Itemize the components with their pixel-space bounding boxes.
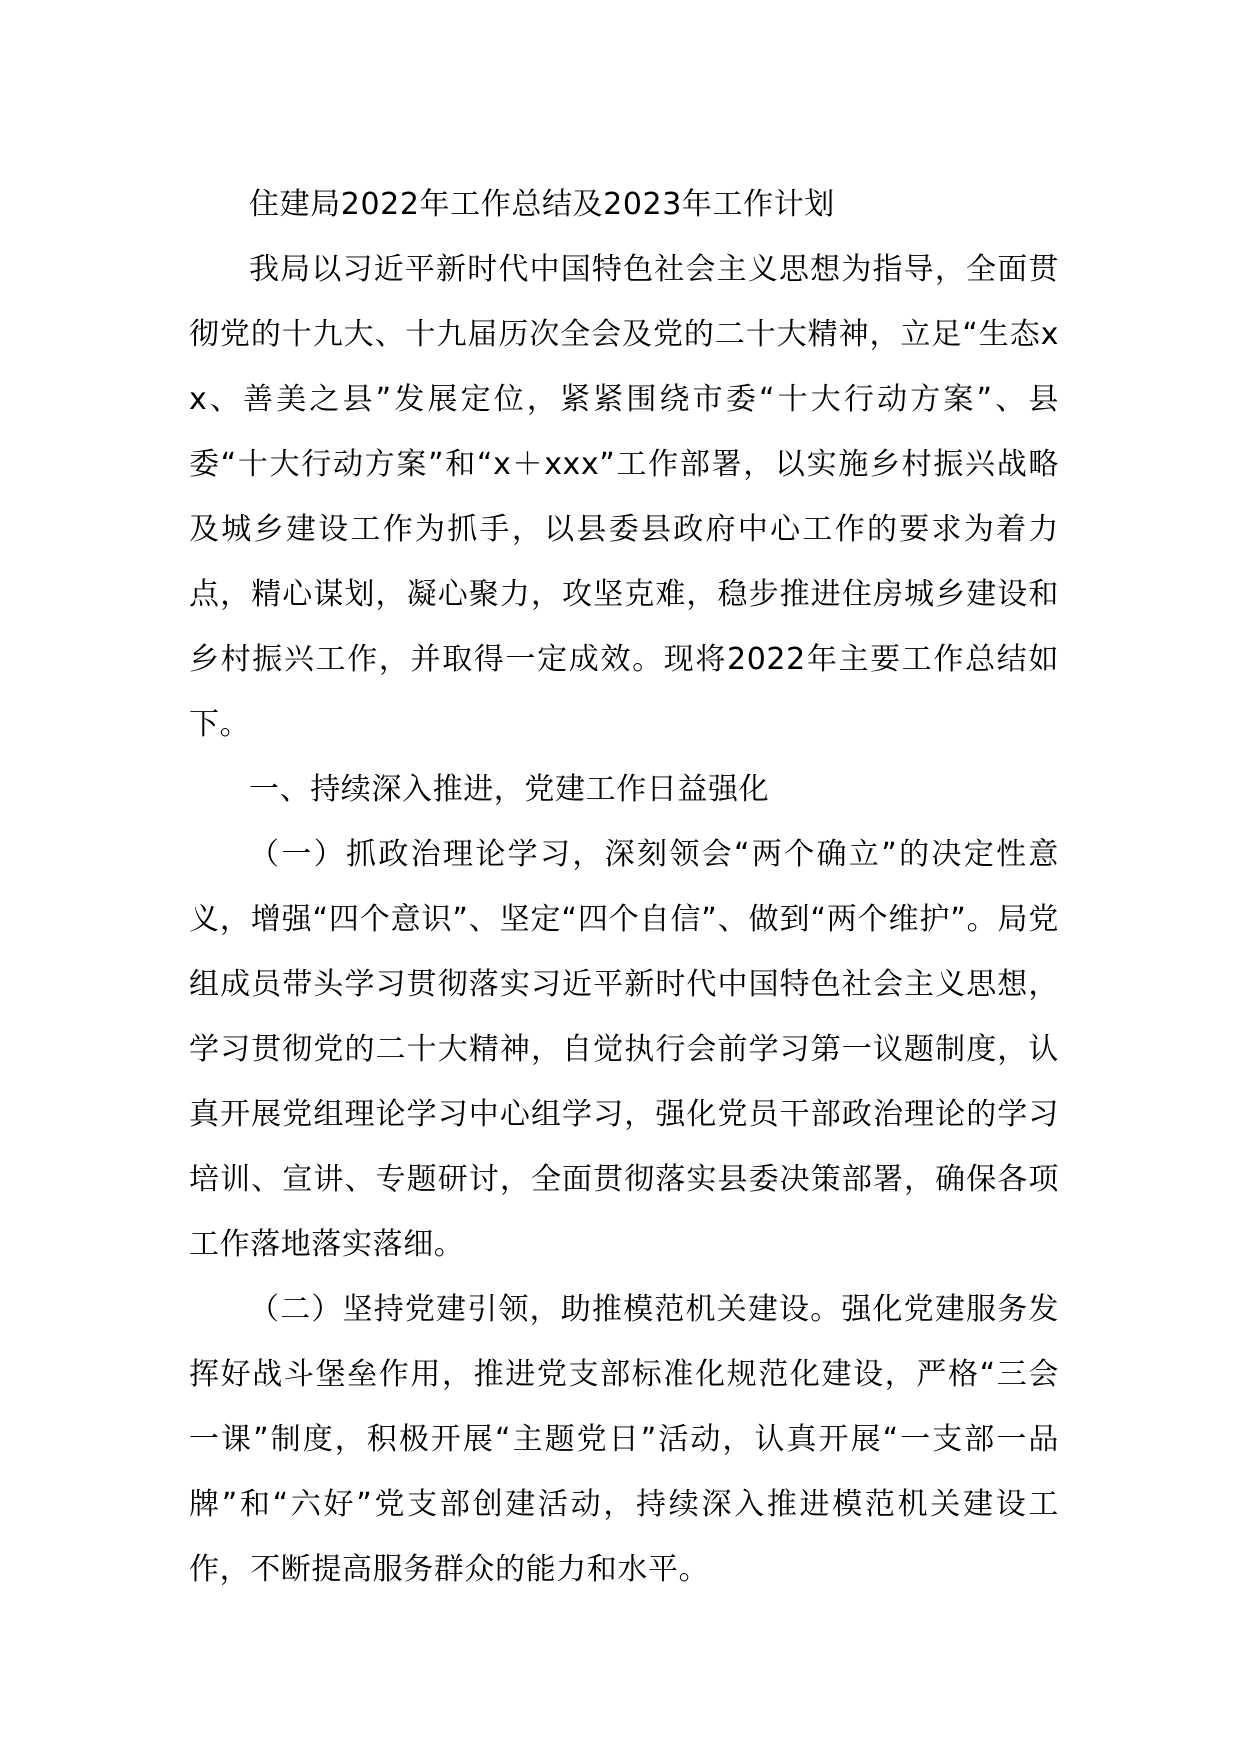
section-1-heading: 一、持续深入推进，党建工作日益强化 [249,772,770,807]
section-1-item-2-paragraph: （二）坚持党建引领，助推模范机关建设。强化党建服务发挥好战斗堡垒作用，推进党支部标准化规范化建设，严格“三会一课”制度，积极开展“主题党日”活动，认真开展“一支部一品牌”和“六好”党支部创建活动，持续深入推进模范机关建设工作，不断提高服务群众的能力和水平。 [189,1292,1059,1587]
intro-paragraph: 我局以习近平新时代中国特色社会主义思想为指导，全面贯彻党的十九大、十九届历次全会及党的二十大精神，立足“生态xx、善美之县”发展定位，紧紧围绕市委“十大行动方案”、县委“十大行动方案”和“x＋xxx”工作部署，以实施乡村振兴战略及城乡建设工作为抓手，以县委县政府中心工作的要求为着力点，精心谋划，凝心聚力，攻坚克难，稳步推进住房城乡建设和乡村振兴工作，并取得一定成效。现将2022年主要工作总结如下。 [189,252,1059,742]
document-body [189,172,1059,1602]
document-title: 住建局2022年工作总结及2023年工作计划 [249,187,835,222]
section-1-item-1-paragraph: （一）抓政治理论学习，深刻领会“两个确立”的决定性意义，增强“四个意识”、坚定“四个自信”、做到“两个维护”。局党组成员带头学习贯彻落实习近平新时代中国特色社会主义思想，学习贯彻党的二十大精神，自觉执行会前学习第一议题制度，认真开展党组理论学习中心组学习，强化党员干部政治理论的学习培训、宣讲、专题研讨，全面贯彻落实县委决策部署，确保各项工作落地落实落细。 [189,837,1059,1262]
